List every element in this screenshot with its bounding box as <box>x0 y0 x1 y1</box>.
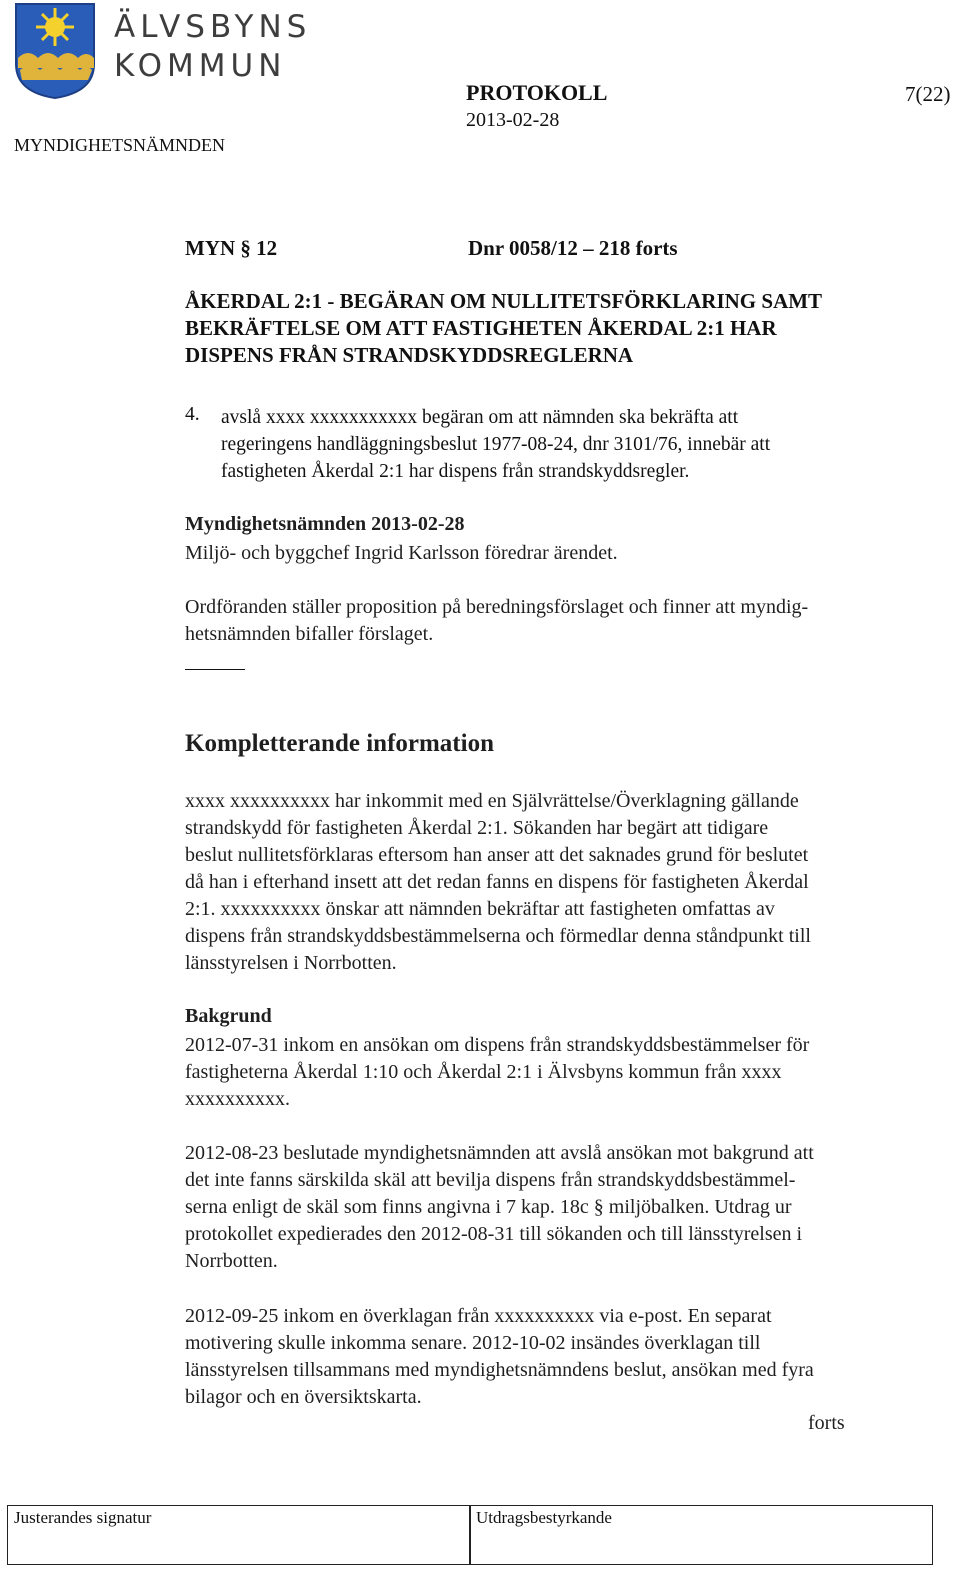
case-registration-number: Dnr 0058/12 – 218 forts <box>468 236 678 260</box>
background-paragraph-1: 2012-07-31 inkom en ansökan om dispens från strandskyddsbestämmelser för fastigheterna Åkerdal 1:10 och Åkerdal 2:1 i Älvsbyns kommun från xxxx xxxxxxxxxx. <box>185 1034 810 1110</box>
section-divider <box>185 669 245 670</box>
supplement-heading: Kompletterande information <box>185 730 494 757</box>
certification-label: Utdragsbestyrkande <box>476 1508 612 1527</box>
document-type: PROTOKOLL <box>466 80 608 105</box>
background-heading: Bakgrund <box>185 1005 272 1027</box>
proposal-item-number: 4. <box>185 404 200 425</box>
supplement-text: xxxx xxxxxxxxxx har inkommit med en Självrättelse/Överklagning gällande strandskydd för fastigheten Åkerdal 2:1. Sökanden har begärt att tidigare beslut nullitetsförklaras eftersom han anser att det saknades grund för beslutet då han i efterhand insett att det redan fanns en dispens för fastigheten Åkerdal 2:1. xxxxxxxxxx önskar att nämnden bekräftar att fastigheten omfattas av dispens från strandskyddsbestämmelserna och förmedlar denna ståndpunkt till länsstyrelsen i Norrbotten. <box>185 790 811 974</box>
meeting-decision: Ordföranden ställer proposition på beredningsförslaget och finner att myndig- hetsnämnden bifaller förslaget. <box>185 596 809 645</box>
proposal-item-text: avslå xxxx xxxxxxxxxxx begäran om att nämnden ska bekräfta att regeringens handläggningsbeslut 1977-08-24, dnr 3101/76, innebär att fastigheten Åkerdal 2:1 har dispens från strandskyddsregler. <box>221 407 771 482</box>
signature-label: Justerandes signatur <box>14 1508 152 1527</box>
board-name: MYNDIGHETSNÄMNDEN <box>14 135 225 155</box>
certification-box <box>469 1505 933 1565</box>
background-paragraph-2: 2012-08-23 beslutade myndighetsnämnden att avslå ansökan mot bakgrund att det inte fanns särskilda skäl att bevilja dispens från strandskyddsbestämmel- serna enligt de skäl som finns angivna i 7 kap. 18c § miljöbalken. Utdrag ur protokollet expedierades den 2012-08-31 till sökanden och till länsstyrelsen i Norrbotten. <box>185 1142 814 1272</box>
case-paragraph-id: MYN § 12 <box>185 236 278 260</box>
document-date: 2013-02-28 <box>466 109 560 131</box>
signature-box <box>7 1505 471 1565</box>
case-title: ÅKERDAL 2:1 - BEGÄRAN OM NULLITETSFÖRKLARING SAMT BEKRÄFTELSE OM ATT FASTIGHETEN ÅKERDAL 2:1 HAR DISPENS FRÅN STRANDSKYDDSREGLERNA <box>185 289 823 367</box>
page-number: 7(22) <box>905 82 951 106</box>
continued-marker: forts <box>808 1412 845 1434</box>
background-paragraph-3: 2012-09-25 inkom en överklagan från xxxxxxxxxx via e-post. En separat motivering skulle inkomma senare. 2012-10-02 insändes överklagan till länsstyrelsen tillsammans med myndighetsnämndens beslut, ansökan med fyra bilagor och en översiktskarta. <box>185 1305 814 1408</box>
meeting-heading: Myndighetsnämnden 2013-02-28 <box>185 513 465 535</box>
municipal-coat-of-arms-icon <box>14 2 96 100</box>
meeting-presenter: Miljö- och byggchef Ingrid Karlsson föredrar ärendet. <box>185 542 618 564</box>
municipality-name: ÄLVSBYNS KOMMUN <box>114 9 312 84</box>
